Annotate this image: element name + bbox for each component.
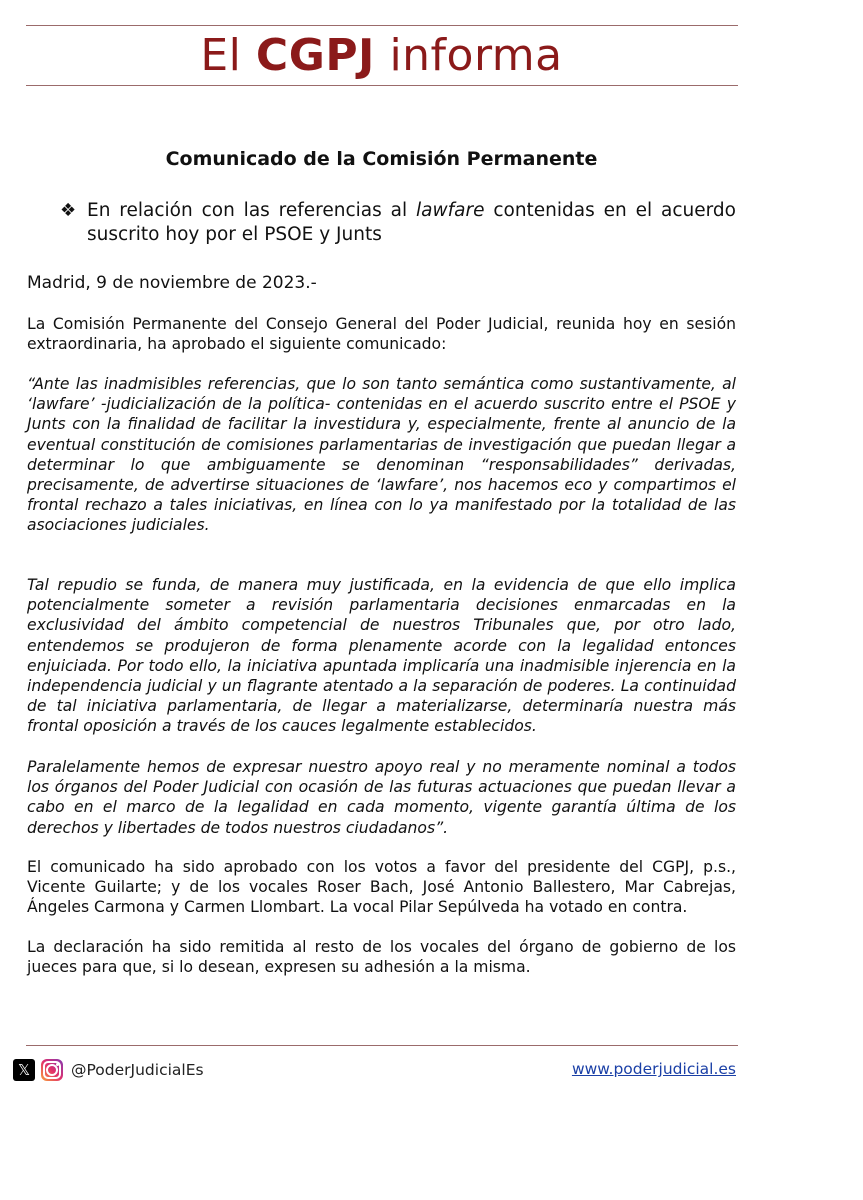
quote-paragraph-2: Tal repudio se funda, de manera muy justificada, en la evidencia de que ello implica potencialmente someter a revisión parlamentaria decisiones enmarcadas en la exclusividad del ámbito competencial de nuestros Tribunales que, por otro lado, entendemos se produjeron de forma plenamente acorde con la legalidad entonces enjuiciada. Por todo ello, la iniciativa apuntada implicaría una inadmisible injerencia en la independencia judicial y un flagrante atentado a la separación de poderes. La continuidad de tal iniciativa parlamentaria, de llegar a materializarse, determinaría nuestra más frontal oposición a través de los cauces legalmente establecidos. — [27, 576, 736, 736]
instagram-logo-icon[interactable] — [41, 1059, 63, 1081]
quote-paragraph-3: Paralelamente hemos de expresar nuestro apoyo real y no meramente nominal a todos los órganos del Poder Judicial con ocasión de las futuras actuaciones que puedan llevar a cabo en el marco de la legalidad en cada momento, vigente garantía última de los derechos y libertades de todos nuestros ciudadanos”. — [27, 758, 736, 837]
document-title: Comunicado de la Comisión Permanente — [165, 148, 598, 170]
diamond-bullet-icon: ❖ — [60, 200, 77, 221]
masthead-suffix: informa — [389, 30, 563, 81]
footer-rule — [26, 1045, 738, 1046]
subject-text-end: contenidas en el acuerdo suscrito hoy por el PSOE y Junts — [87, 200, 736, 245]
date-line: Madrid, 9 de noviembre de 2023.- — [27, 273, 317, 293]
subject-text-italic: lawfare — [416, 200, 485, 221]
masthead-brand: CGPJ — [255, 30, 375, 81]
header-rule-top — [26, 25, 738, 26]
subject-text — [87, 199, 736, 247]
intro-paragraph: La Comisión Permanente del Consejo General del Poder Judicial, reunida hoy en sesión extraordinaria, ha aprobado el siguiente comunicado: — [27, 315, 736, 354]
header-rule-bottom — [26, 85, 738, 86]
masthead-prefix: El — [200, 30, 242, 81]
social-handles — [13, 1059, 204, 1081]
website-link[interactable]: www.poderjudicial.es — [571, 1060, 736, 1078]
declaration-paragraph: La declaración ha sido remitida al resto de los vocales del órgano de gobierno de los jueces para que, si lo desean, expresen su adhesión a la misma. — [27, 938, 736, 977]
votes-paragraph: El comunicado ha sido aprobado con los votos a favor del presidente del CGPJ, p.s., Vicente Guilarte; y de los vocales Roser Bach, José Antonio Ballestero, Mar Cabrejas, Ángeles Carmona y Carmen Llombart. La vocal Pilar Sepúlveda ha votado en contra. — [27, 858, 736, 917]
subject-text-start: En relación con las referencias al — [87, 200, 416, 221]
instagram-flash — [56, 1063, 59, 1066]
x-logo-icon[interactable]: 𝕏 — [13, 1059, 35, 1081]
social-handle[interactable]: @PoderJudicialEs — [71, 1061, 204, 1079]
masthead — [0, 30, 763, 82]
quote-paragraph-1: “Ante las inadmisibles referencias, que lo son tanto semántica como sustantivamente, al ‘lawfare’ -judicialización de la política- contenidas en el acuerdo suscrito entre el PSOE y Junts con la finalidad de facilitar la investidura y, especialmente, frente al anuncio de la eventual constitución de comisiones parlamentarias de investigación que puedan llegar a determinar lo que ambiguamente se denominan “responsabilidades” derivadas, precisamente, de advertirse situaciones de ‘lawfare’, nos hacemos eco y compartimos el frontal rechazo a tales iniciativas, en línea con lo ya manifestado por la totalidad de las asociaciones judiciales. — [27, 375, 736, 535]
subject-bullet — [60, 199, 736, 247]
